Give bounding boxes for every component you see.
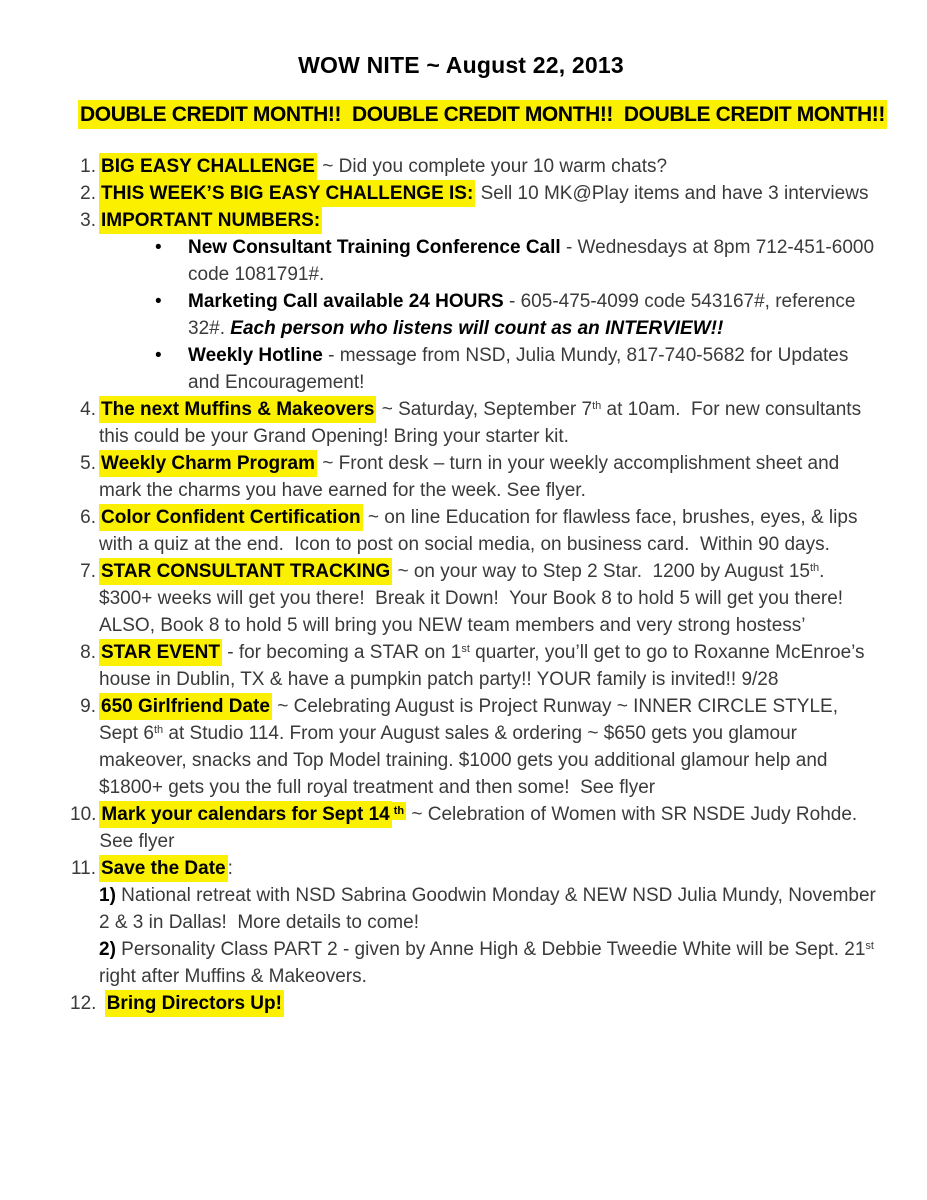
text-segment: quarter, you’ll get to go to Roxanne McEnroe’s house in Dublin, TX & have a pumpkin patch party!! YOUR family is invited!! 9/28 xyxy=(99,642,870,690)
text-segment: ~ Celebration of Women with SR NSDE Judy Rohde. See flyer xyxy=(99,804,868,852)
text-segment: at 10am. For new consultants this could be your Grand Opening! Bring your starter kit. xyxy=(99,399,867,447)
list-item xyxy=(70,450,877,504)
text-segment: National retreat with NSD Sabrina Goodwin Monday & NEW NSD Julia Mundy, November 2 & 3 in Dallas! More details to come! xyxy=(99,885,882,933)
banner xyxy=(78,103,885,127)
highlight-text: Weekly Charm Program xyxy=(99,450,317,477)
text-segment: . $300+ weeks will get you there! Break it Down! Your Book 8 to hold 5 will get you there! ALSO, Book 8 to hold 5 will bring you NEW team members and very strong hostess’ xyxy=(99,561,848,636)
item-number: 6. xyxy=(80,507,96,528)
list-item xyxy=(70,990,877,1017)
text-line xyxy=(99,504,877,558)
list-item xyxy=(70,639,877,693)
text-line xyxy=(99,801,877,855)
item-content xyxy=(99,801,877,855)
item-content xyxy=(99,180,877,207)
item-number: 10. xyxy=(70,804,97,825)
text-line xyxy=(99,936,880,990)
list-item xyxy=(70,153,877,180)
highlight-text: Mark your calendars for Sept 14 xyxy=(99,801,391,828)
list-item xyxy=(70,396,877,450)
bullet-text xyxy=(188,288,877,342)
text-line xyxy=(99,153,877,180)
item-number: 2. xyxy=(80,183,96,204)
banner-text: DOUBLE CREDIT MONTH!! DOUBLE CREDIT MONTH!! DOUBLE CREDIT MONTH!! xyxy=(78,100,887,129)
text-segment: th xyxy=(153,724,164,736)
bullet-item xyxy=(99,288,877,342)
item-number: 1. xyxy=(80,156,96,177)
text-segment: - message from NSD, Julia Mundy, 817-740-5682 for Updates and Encouragement! xyxy=(188,345,854,393)
list-item xyxy=(70,504,877,558)
highlight-text: th xyxy=(392,802,406,820)
bullet-text xyxy=(188,234,880,288)
bullet-icon: • xyxy=(155,345,162,366)
text-segment: th xyxy=(809,562,820,574)
text-line xyxy=(99,450,877,504)
highlight-text: THIS WEEK’S BIG EASY CHALLENGE IS: xyxy=(99,180,475,207)
text-segment: Marketing Call available 24 HOURS xyxy=(188,291,504,312)
text-line xyxy=(99,990,877,1017)
item-number: 11. xyxy=(70,858,96,879)
page-title: WOW NITE ~ August 22, 2013 xyxy=(298,52,624,78)
text-line xyxy=(99,882,882,936)
text-segment: - for becoming a STAR on 1 xyxy=(221,642,462,663)
list-item xyxy=(70,801,877,855)
list-item xyxy=(70,855,882,990)
item-number: 4. xyxy=(80,399,96,420)
agenda-list xyxy=(70,153,882,1017)
text-segment: st xyxy=(865,940,874,952)
text-segment: : xyxy=(227,858,233,879)
item-number: 5. xyxy=(80,453,96,474)
bullet-item xyxy=(99,234,880,288)
text-line xyxy=(99,855,877,882)
item-content xyxy=(99,504,877,558)
text-segment: right after Muffins & Makeovers. xyxy=(99,939,880,987)
item-number: 8. xyxy=(80,642,96,663)
text-line xyxy=(99,639,877,693)
text-segment: ~ Did you complete your 10 warm chats? xyxy=(316,156,668,177)
text-line xyxy=(99,180,877,207)
highlight-text: IMPORTANT NUMBERS: xyxy=(99,207,322,234)
highlight-text: Color Confident Certification xyxy=(99,504,363,531)
item-content xyxy=(99,990,877,1017)
item-number: 3. xyxy=(80,210,96,231)
text-segment: th xyxy=(592,400,602,412)
text-segment: 1) xyxy=(99,885,116,906)
text-segment: ~ on your way to Step 2 Star. 1200 by August 15 xyxy=(392,561,810,582)
item-number: 12. xyxy=(70,993,97,1014)
item-content xyxy=(99,639,877,693)
item-content xyxy=(99,855,882,990)
item-content xyxy=(99,558,877,639)
text-segment: Weekly Hotline xyxy=(188,345,323,366)
highlight-text: 650 Girlfriend Date xyxy=(99,693,272,720)
text-line xyxy=(99,207,877,234)
text-segment: ~ on line Education for flawless face, brushes, eyes, & lips with a quiz at the end. Icon to post on social media, on business card. Within 90 days. xyxy=(99,507,863,555)
highlight-text: STAR CONSULTANT TRACKING xyxy=(99,558,392,585)
text-segment: ~ Celebrating August is Project Runway ~ INNER CIRCLE STYLE, Sept 6 xyxy=(99,696,844,744)
text-segment: Sell 10 MK@Play items and have 3 interviews xyxy=(475,183,869,204)
list-item xyxy=(70,693,877,801)
highlight-text: Bring Directors Up! xyxy=(105,990,284,1017)
highlight-text: BIG EASY CHALLENGE xyxy=(99,153,317,180)
bullet-item xyxy=(99,342,877,396)
text-segment: 2) xyxy=(99,939,116,960)
item-content xyxy=(99,450,877,504)
bullet-text xyxy=(188,342,877,396)
text-line xyxy=(99,693,877,801)
highlight-text: The next Muffins & Makeovers xyxy=(99,396,376,423)
list-item xyxy=(70,207,880,396)
text-line xyxy=(99,396,877,450)
text-segment: Each person who listens will count as an INTERVIEW!! xyxy=(230,318,724,339)
text-line xyxy=(99,558,877,639)
item-number: 7. xyxy=(80,561,96,582)
item-content xyxy=(99,153,877,180)
highlight-text: Save the Date xyxy=(99,855,228,882)
text-segment: at Studio 114. From your August sales & ordering ~ $650 gets you glamour makeover, snacks and Top Model training. $1000 gets you additional glamour help and $1800+ gets you the full royal treatment and then some! See flyer xyxy=(99,723,833,798)
list-item xyxy=(70,558,877,639)
highlight-text: STAR EVENT xyxy=(99,639,222,666)
list-item xyxy=(70,180,877,207)
text-segment: Personality Class PART 2 - given by Anne High & Debbie Tweedie White will be Sept. 21 xyxy=(115,939,866,960)
text-segment: New Consultant Training Conference Call xyxy=(188,237,561,258)
item-content xyxy=(99,396,877,450)
text-segment: st xyxy=(461,643,470,655)
text-segment: - 605-475-4099 code 543167#, reference 32#. xyxy=(188,291,861,339)
text-segment: ~ Saturday, September 7 xyxy=(376,399,593,420)
bullet-icon: • xyxy=(155,237,162,258)
text-segment: - Wednesdays at 8pm 712-451-6000 code 1081791#. xyxy=(188,237,880,285)
text-segment: ~ Front desk – turn in your weekly accomplishment sheet and mark the charms you have earned for the week. See flyer. xyxy=(99,453,845,501)
text-segment xyxy=(99,993,104,1014)
item-content xyxy=(99,693,877,801)
bullet-icon: • xyxy=(155,291,162,312)
item-content xyxy=(99,207,880,396)
item-number: 9. xyxy=(80,696,96,717)
